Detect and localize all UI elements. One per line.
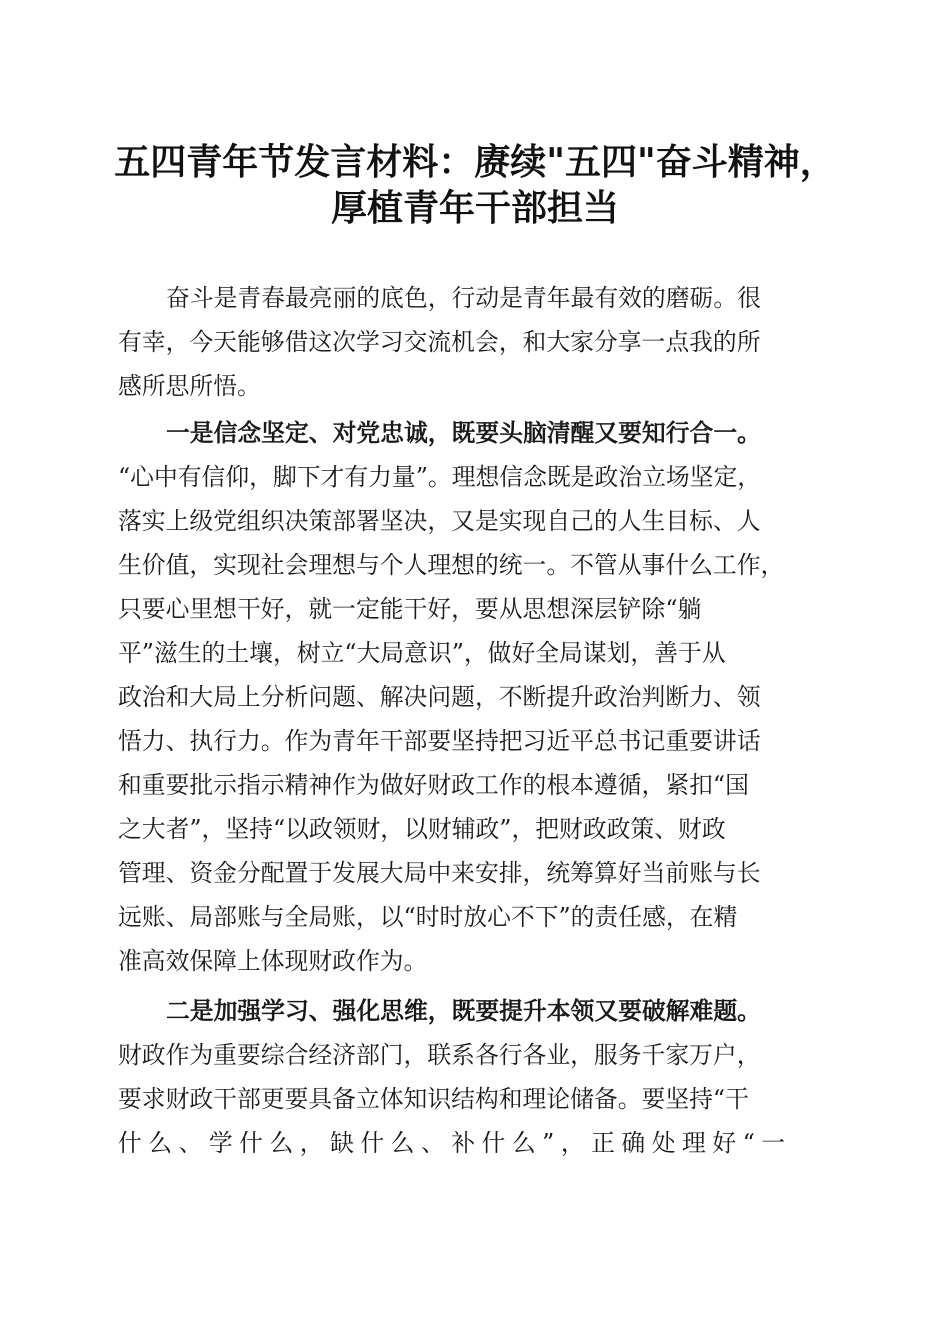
section-1-line-6: 政治和大局上分析问题、解决问题，不断提升政治判断力、领 xyxy=(118,683,761,711)
section-1-line-5: 平”滋生的土壤，树立“大局意识”，做好全局谋划，善于从 xyxy=(118,639,726,667)
section-1-line-9: 之大者”，坚持“以政领财，以财辅政”，把财政政策、财政 xyxy=(118,815,726,843)
paragraph-1-line-1: 奋斗是青春最亮丽的底色，行动是青年最有效的磨砺。很 xyxy=(166,284,761,312)
section-2-line-1: 财政作为重要综合经济部门，联系各行各业，服务千家万户， xyxy=(118,1041,761,1069)
document-title-line-2: 厚植青年干部担当 xyxy=(330,187,619,229)
section-1-heading: 一是信念坚定、对党忠诚，既要头脑清醒又要知行合一。 xyxy=(166,419,761,447)
section-1-line-3: 生价值，实现社会理想与个人理想的统一。不管从事什么工作， xyxy=(118,551,785,579)
section-2-line-3: 什么、学什么，缺什么、补什么”，正确处理好“一 xyxy=(118,1129,792,1157)
section-1-line-11: 远账、局部账与全局账，以“时时放心不下”的责任感，在精 xyxy=(118,903,738,931)
section-1-line-2: 落实上级党组织决策部署坚决，又是实现自己的人生目标、人 xyxy=(118,507,761,535)
paragraph-1-line-2: 有幸，今天能够借这次学习交流机会，和大家分享一点我的所 xyxy=(118,328,761,356)
section-1-line-4: 只要心里想干好，就一定能干好，要从思想深层铲除“躺 xyxy=(118,595,702,623)
section-1-line-8: 和重要批示指示精神作为做好财政工作的根本遵循，紧扣“国 xyxy=(118,771,749,799)
paragraph-1-line-3: 感所思所悟。 xyxy=(118,372,261,400)
section-2-heading: 二是加强学习、强化思维，既要提升本领又要破解难题。 xyxy=(166,997,761,1025)
section-1-line-12: 准高效保障上体现财政作为。 xyxy=(118,947,428,975)
section-1-line-1: “心中有信仰，脚下才有力量”。理想信念既是政治立场坚定， xyxy=(118,463,762,491)
document-title-line-1: 五四青年节发言材料：赓续"五四"奋斗精神， xyxy=(114,141,836,183)
section-1-line-7: 悟力、执行力。作为青年干部要坚持把习近平总书记重要讲话 xyxy=(118,727,761,755)
section-1-line-10: 管理、资金分配置于发展大局中来安排，统筹算好当前账与长 xyxy=(118,859,761,887)
section-2-line-2: 要求财政干部更要具备立体知识结构和理论储备。要坚持“干 xyxy=(118,1085,749,1113)
